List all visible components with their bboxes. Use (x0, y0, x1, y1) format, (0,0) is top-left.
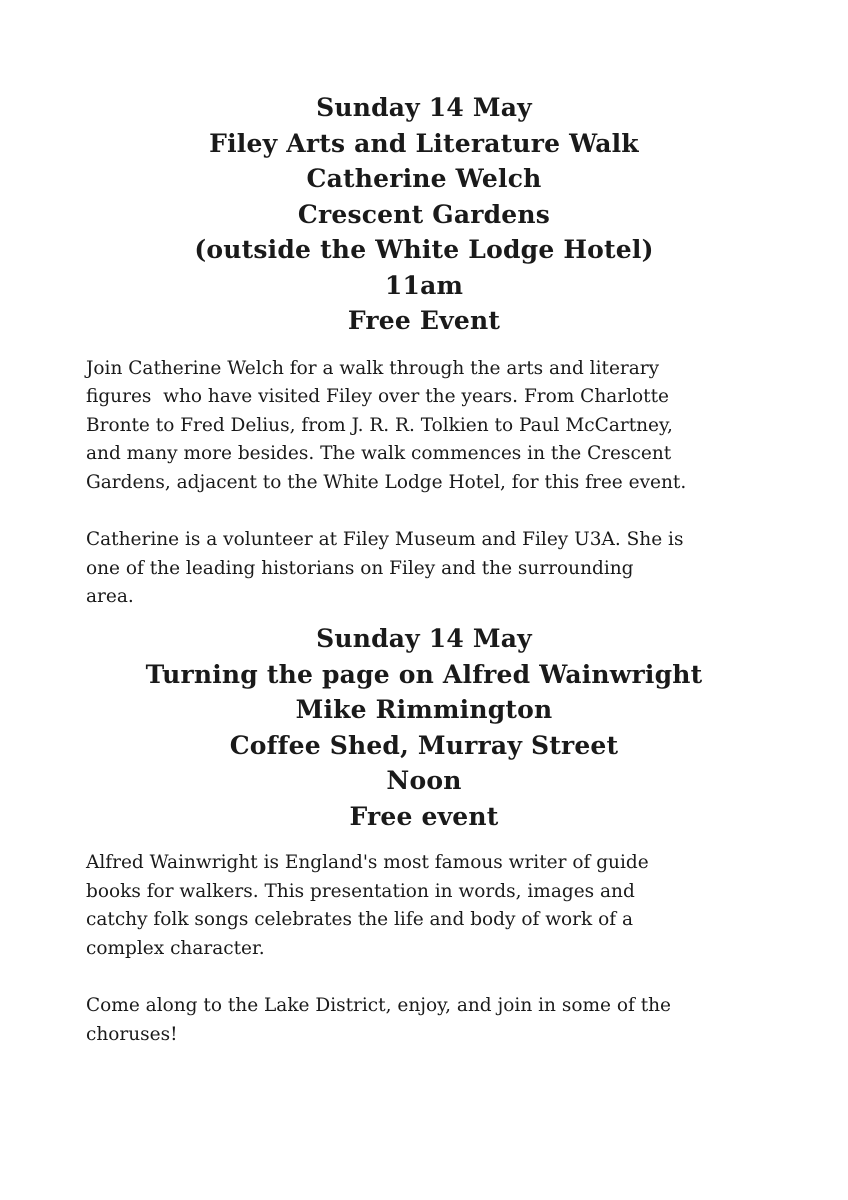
text-line: catchy folk songs celebrates the life and body of work of a (86, 909, 634, 930)
event-title: Turning the page on Alfred Wainwright (145, 659, 703, 689)
event-presenter: Catherine Welch (306, 164, 542, 193)
event-date: Sunday 14 May (316, 93, 532, 122)
presenter-bio-paragraph (86, 526, 776, 612)
text-line: books for walkers. This presentation in words, images and (86, 880, 635, 902)
event-time: Noon (386, 766, 462, 795)
event-walk (0, 90, 848, 612)
text-line: and many more besides. The walk commences in the Crescent (86, 443, 672, 464)
event-talk (0, 621, 848, 1049)
description-paragraph (86, 355, 776, 498)
event-description (0, 849, 776, 1049)
event-price: Free Event (347, 306, 501, 335)
event-title: Filey Arts and Literature Walk (209, 128, 639, 158)
event-date: Sunday 14 May (316, 624, 532, 653)
text-line: Come along to the Lake District, enjoy, and join in some of the (86, 995, 671, 1016)
event-venue-note: (outside the White Lodge Hotel) (194, 235, 654, 264)
event-description (0, 355, 776, 612)
invitation-paragraph (86, 992, 776, 1049)
text-line: complex character. (86, 937, 265, 959)
text-line: Join Catherine Welch for a walk through the arts and literary (86, 357, 660, 379)
text-line: Alfred Wainwright is England's most famous writer of guide (86, 852, 649, 873)
text-line: figures who have visited Filey over the years. From Charlotte (86, 386, 669, 407)
text-line: Catherine is a volunteer at Filey Museum and Filey U3A. She is (86, 529, 684, 550)
event-venue: Coffee Shed, Murray Street (229, 730, 619, 760)
event-price: Free event (349, 801, 499, 831)
event-heading (0, 90, 848, 339)
text-line: one of the leading historians on Filey and the surrounding (86, 557, 634, 579)
event-time: 11am (384, 270, 464, 300)
event-venue: Crescent Gardens (297, 199, 551, 229)
text-line: Bronte to Fred Delius, from J. R. R. Tolkien to Paul McCartney, (86, 414, 673, 436)
description-paragraph (86, 849, 776, 963)
text-line: Gardens, adjacent to the White Lodge Hotel, for this free event. (86, 471, 687, 493)
text-line: area. (86, 586, 134, 607)
event-presenter: Mike Rimmington (295, 695, 553, 724)
event-heading (0, 621, 848, 834)
text-line: choruses! (86, 1023, 178, 1045)
